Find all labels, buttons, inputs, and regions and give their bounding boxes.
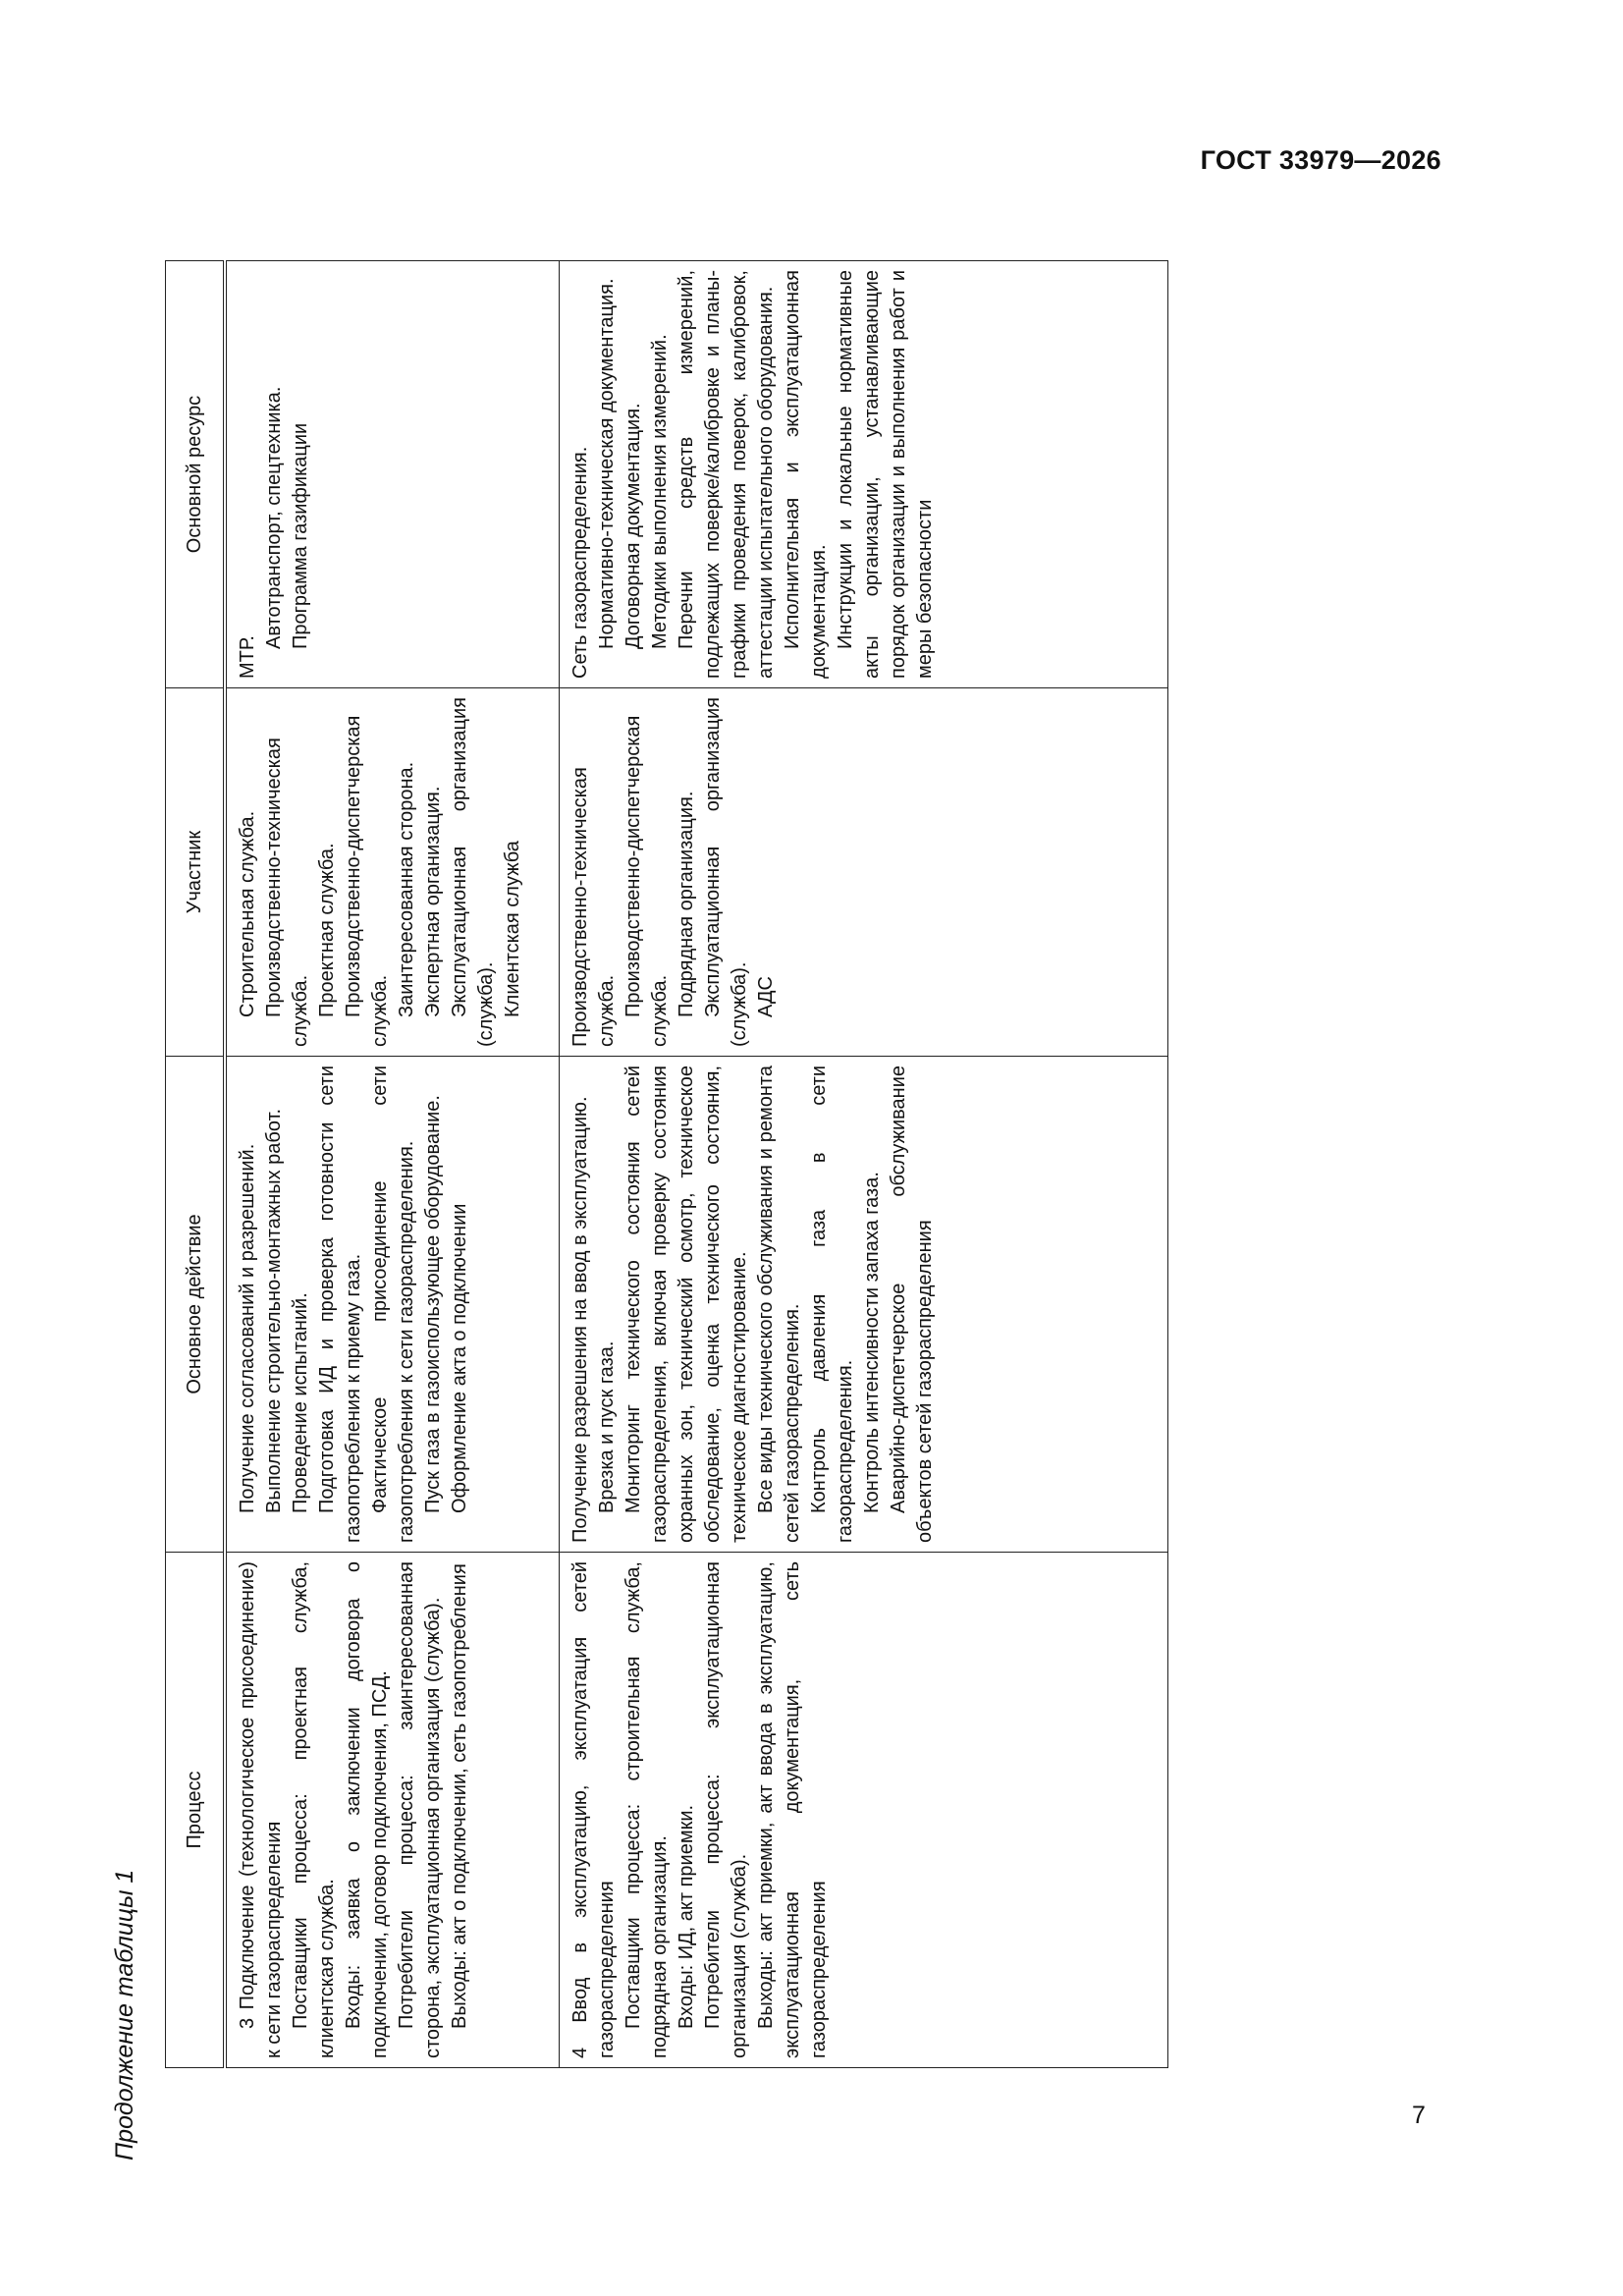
cell-paragraph: Получение разрешения на ввод в эксплуатацию. (568, 1096, 591, 1543)
cell-action (559, 1057, 1167, 1553)
cell-paragraph: Врезка и пуск газа. (595, 1340, 618, 1513)
cell-participant (225, 688, 559, 1057)
cell-paragraph: Потребители процесса: заинтересованная сторона, эксплуатационная организация (служба). (396, 1561, 444, 2058)
cell-process (225, 1553, 559, 2068)
cell-paragraph: Сеть газораспределения. (568, 446, 591, 679)
cell-paragraph: Производственно-техническая служба. (568, 767, 618, 1047)
cell-paragraph: Аварийно-диспетчерское обслуживание объектов сетей газораспределения (887, 1066, 936, 1543)
cell-paragraph: Выполнение строительно-монтажных работ. (263, 1108, 285, 1513)
column-header-participant: Участник (166, 688, 226, 1057)
cell-paragraph: Входы: заявка о заключении договора о подключении, договор подключения, ПСД. (343, 1561, 391, 2058)
cell-paragraph: Все виды технического обслуживания и ремонта сетей газораспределения. (754, 1066, 803, 1543)
cell-paragraph: Клиентская служба (502, 841, 523, 1017)
cell-resource (559, 261, 1167, 688)
cell-paragraph: Строительная служба. (237, 810, 258, 1017)
cell-paragraph: Поставщики процесса: строительная служба, подрядная организация. (622, 1561, 671, 2058)
cell-paragraph: Эксплуатационная организация (служба). (449, 697, 497, 1047)
cell-paragraph: Выходы: акт приемки, акт ввода в эксплуатацию, эксплуатационная документация, сеть газораспределения (754, 1561, 830, 2058)
table-row (559, 261, 1167, 2068)
cell-paragraph: Инструкции и локальные нормативные акты организации, устанавливающие порядок организации и выполнения работ и меры безопасности (834, 270, 936, 679)
cell-paragraph: Проведение испытаний. (290, 1292, 311, 1513)
column-header-process: Процесс (166, 1553, 226, 2068)
cell-paragraph: Контроль интенсивности запаха газа. (860, 1172, 883, 1513)
page-number: 7 (1412, 2102, 1426, 2129)
cell-paragraph: Заинтересованная сторона. (396, 761, 417, 1017)
cell-paragraph: Выходы: акт о подключении, сеть газопотребления (449, 1563, 470, 2029)
cell-paragraph: МТР. (237, 635, 258, 679)
cell-paragraph: Оформление акта о подключении (449, 1203, 470, 1513)
cell-paragraph: Эксплуатационная организация (служба). (701, 697, 750, 1047)
cell-paragraph: Пуск газа в газоиспользующее оборудование. (422, 1095, 444, 1513)
cell-paragraph: Получение согласований и разрешений. (237, 1143, 258, 1513)
column-header-resource: Основной ресурс (166, 261, 226, 688)
cell-paragraph: 4 Ввод в эксплуатацию, эксплуатация сетей газораспределения (568, 1561, 618, 2058)
table-row (225, 261, 559, 2068)
cell-paragraph: 3 Подключение (технологическое присоединение) к сети газораспределения (237, 1561, 285, 2058)
document-header: ГОСТ 33979—2026 (1200, 145, 1441, 175)
rotated-table-sheet (110, 222, 1229, 2186)
cell-paragraph: Мониторинг технического состояния сетей газораспределения, включая проверку состояния охранных зон, технический осмотр, техническое обследование, оценка технического состояния, техническое диагностирование. (622, 1066, 750, 1543)
column-header-action: Основное действие (166, 1057, 226, 1553)
cell-paragraph: Производственно-диспетчерская служба. (343, 715, 391, 1047)
cell-paragraph: Исполнительная и эксплуатационная документация. (781, 270, 830, 679)
cell-paragraph: Входы: ИД, акт приемки. (675, 1804, 697, 2029)
cell-paragraph: АДС (754, 976, 777, 1017)
cell-paragraph: Контроль давления газа в сети газораспределения. (807, 1066, 856, 1543)
process-table (165, 260, 1168, 2068)
cell-process (559, 1553, 1167, 2068)
cell-paragraph: Договорная документация. (622, 403, 644, 649)
cell-paragraph: Автотранспорт, спецтехника. (263, 386, 285, 649)
cell-paragraph: Подрядная организация. (675, 791, 697, 1017)
cell-paragraph: Экспертная организация. (422, 786, 444, 1017)
cell-paragraph: Проектная служба. (316, 843, 338, 1017)
table-header-row (166, 261, 226, 2068)
cell-paragraph: Производственно-диспетчерская служба. (622, 715, 671, 1047)
cell-paragraph: Нормативно-техническая документация. (595, 278, 618, 649)
cell-paragraph: Поставщики процесса: проектная служба, клиентская служба. (290, 1561, 338, 2058)
cell-paragraph: Производственно-техническая служба. (263, 738, 311, 1047)
cell-paragraph: Перечни средств измерений, подлежащих поверке/калибровке и планы-графики проведения поверок, калибровок, аттестации испытательного оборудования. (675, 270, 777, 679)
cell-paragraph: Потребители процесса: эксплуатационная организация (служба). (701, 1561, 750, 2058)
cell-paragraph: Методики выполнения измерений. (648, 334, 671, 649)
cell-resource (225, 261, 559, 688)
cell-participant (559, 688, 1167, 1057)
cell-paragraph: Подготовка ИД и проверка готовности сети газопотребления к приему газа. (316, 1066, 364, 1543)
cell-paragraph: Программа газификации (290, 422, 311, 649)
table-caption: Продолжение таблицы 1 (111, 1869, 138, 2160)
cell-action (225, 1057, 559, 1553)
cell-paragraph: Фактическое присоединение сети газопотребления к сети газораспределения. (369, 1066, 417, 1543)
